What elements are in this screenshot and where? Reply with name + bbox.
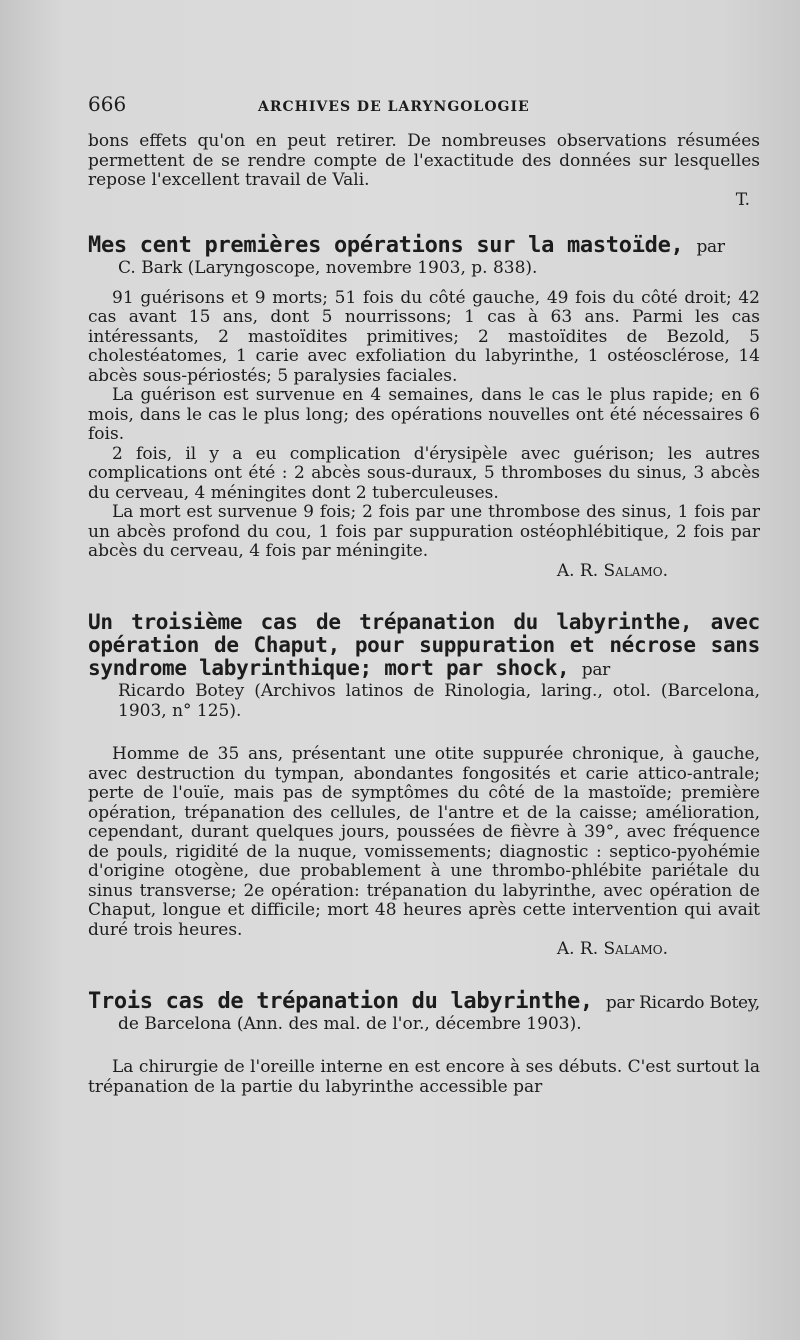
- article-3: [88, 990, 760, 1098]
- article-2-signature: A. R. Salamo.: [556, 939, 668, 959]
- article-2-paragraph-1: Homme de 35 ans, présentant une otite suppurée chronique, à gauche, avec destruction du tympan, abondantes fongosités et carie attico-antrale; perte de l'ouïe, mais pas de symptômes du côté de la mastoïde; première opération, trépanation des cellules, de l'antre et de la caisse; amélioration, cependant, durant quelques jours, poussées de fièvre à 39°, avec fréquence de pouls, rigidité de la nuque, vomissements; diagnostic : septico-pyohémie d'origine otogène, due probablement à une thrombo-phlébite pariétale du sinus transverse; 2e opération: trépanation du labyrinthe, avec opération de Chaput, longue et difficile; mort 48 heures après cette intervention qui avait duré trois heures.: [88, 744, 760, 940]
- article-2-title: [88, 611, 760, 682]
- article-3-title-text: Trois cas de trépanation du labyrinthe,: [88, 988, 593, 1014]
- article-1-par: par: [696, 237, 725, 257]
- article-1-paragraph-3: 2 fois, il y a eu complication d'érysipèle avec guérison; les autres complications ont été : 2 abcès sous-duraux, 5 thromboses du sinus, 3 abcès du cerveau, 4 méningites dont 2 tuberculeuses.: [88, 443, 760, 503]
- article-2-par: par: [581, 660, 610, 680]
- page-number: 666: [88, 92, 127, 116]
- page-header: [88, 92, 760, 116]
- article-3-par: par Ricardo Botey,: [605, 992, 760, 1013]
- article-2-citation: Ricardo Botey (Archivos latinos de Rinologia, laring., otol. (Barcelona, 1903, n° 125).: [118, 681, 760, 721]
- article-3-paragraph-1: La chirurgie de l'oreille interne en est encore à ses débuts. C'est surtout la trépanation de la partie du labyrinthe accessible par: [88, 1057, 760, 1097]
- article-3-title: [88, 990, 760, 1015]
- article-1-paragraph-1: 91 guérisons et 9 morts; 51 fois du côté gauche, 49 fois du côté droit; 42 cas avant 15 ans, dont 5 nourrissons; 1 cas à 63 ans. Parmi les cas intéressants, 2 mastoïdites primitives; 2 mastoïdites de Bezold, 5 cholestéatomes, 1 carie avec exfoliation du labyrinthe, 1 ostéosclérose, 14 abcès sous-périostés; 5 paralysies faciales.: [88, 287, 760, 386]
- page-content: [88, 132, 760, 1097]
- article-1-citation: C. Bark (Laryngoscope, novembre 1903, p. 838).: [118, 258, 538, 278]
- article-2: [88, 611, 760, 960]
- article-1-paragraph-4: La mort est survenue 9 fois; 2 fois par une thrombose des sinus, 1 fois par un abcès profond du cou, 1 fois par suppuration ostéophlébitique, 2 fois par abcès du cerveau, 4 fois par méningite.: [88, 502, 760, 561]
- article-2-title-text: Un troisième cas de trépanation du labyrinthe, avec opération de Chaput, pour suppuration et nécrose sans syndrome labyrinthique; mort par shock,: [88, 610, 760, 680]
- article-3-citation: de Barcelona (Ann. des mal. de l'or., décembre 1903).: [118, 1013, 582, 1034]
- article-1-title: [88, 234, 760, 259]
- article-1: [88, 234, 760, 581]
- article-1-title-text: Mes cent premières opérations sur la mastoïde,: [88, 233, 684, 258]
- running-title: ARCHIVES DE LARYNGOLOGIE: [258, 99, 530, 115]
- article-1-paragraph-2: La guérison est survenue en 4 semaines, dans le cas le plus rapide; en 6 mois, dans le cas le plus long; des opérations nouvelles ont été nécessaires 6 fois.: [88, 385, 760, 444]
- opening-paragraph: bons effets qu'on en peut retirer. De nombreuses observations résumées permettent de se rendre compte de l'exactitude des données sur lesquelles repose l'excellent travail de Vali.: [88, 131, 760, 190]
- article-1-signature: A. R. Salamo.: [556, 560, 668, 581]
- opening-signature: T.: [735, 189, 750, 210]
